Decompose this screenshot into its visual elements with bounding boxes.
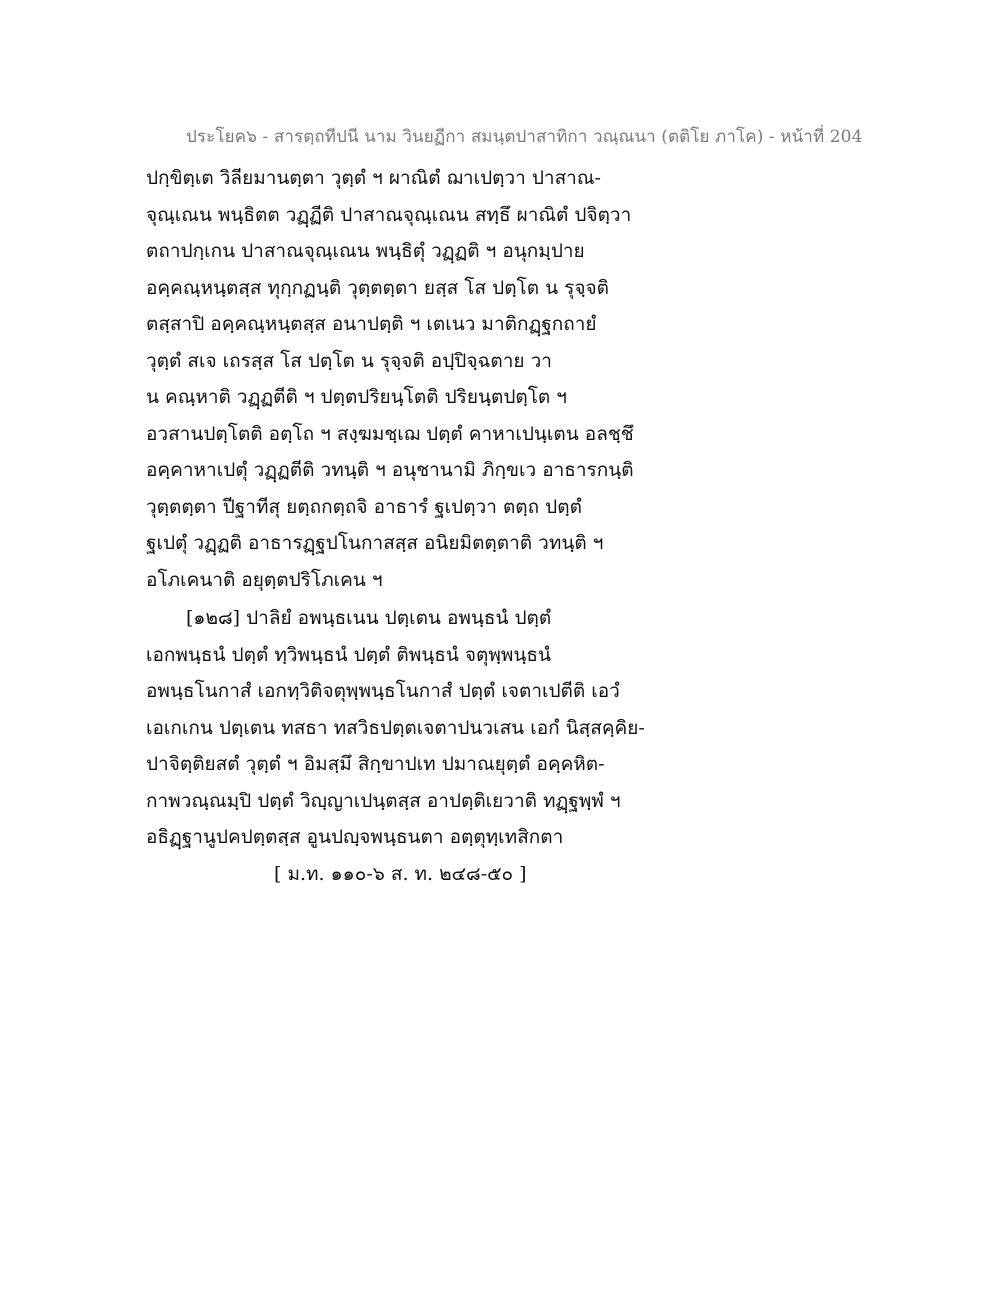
text-line: วุตฺตตฺตา ปีฐาทีสุ ยตฺถกตฺถจิ อาธารํ ฐเปตฺวา ตตฺถ ปตฺตํ [146,495,582,518]
text-line: ตถาปกฺเกน ปาสาณจุณฺเณน พนฺธิตุํ วฏฺฏติ ฯ อนุกมฺปาย [146,240,585,262]
text-line: อคฺคณฺหนฺตสฺส ทุกฺกฏนฺติ วุตฺตตฺตา ยสฺส โส ปตฺโต น รุจฺจติ [146,276,609,299]
text-line: เอเกเกน ปตฺเตน ทสธา ทสวิธปตฺตเจตาปนวเสน เอกํ นิสฺสคฺคิย- [146,716,645,739]
text-line: ปาจิตฺติยสตํ วุตฺตํ ฯ อิมสฺมึ สิกฺขาปเท ปมาณยุตฺตํ อคฺคหิต- [146,753,605,775]
text-line: จุณฺเณน พนฺธิตต วฏฺฏีติ ปาสาณจุณฺเณน สทฺธึ ผาณิตํ ปจิตฺวา [146,203,632,226]
citation-reference: [ ม.ท. ๑๑๐-๖ ส. ท. ๒๔๘-๕๐ ] [274,862,527,885]
text-line: ฐเปตุํ วฏฺฏติ อาธารฏฺฐปโนกาสสฺส อนิยมิตตฺตาติ วทนฺติ ฯ [146,532,604,554]
text-line: วุตฺตํ สเจ เถรสฺส โส ปตฺโต น รุจฺจติ อปฺปิจฺฉตาย วา [146,349,552,372]
text-line: อคฺคาหาเปตุํ วฏฺฏตีติ วทนฺติ ฯ อนุชานามิ ภิกฺขเว อาธารกนฺติ [146,459,634,481]
page-header: ประโยค๖ - สารตฺถทีปนี นาม วินยฏีกา สมนฺตปาสาทิกา วณฺณนา (ตติโย ภาโค) - หน้าที่ 204 [186,127,863,147]
text-line: อธิฏฺฐานูปคปตฺตสฺส อูนปญฺจพนฺธนตา อตฺตุทฺเทสิกตา [146,826,564,848]
text-line: กาพวณฺณมฺปิ ปตฺตํ วิญฺญาเปนฺตสฺส อาปตฺติเยวาติ ทฏฺฐพฺพํ ฯ [146,789,621,812]
text-line: เอกพนฺธนํ ปตฺตํ ทฺวิพนฺธนํ ปตฺตํ ติพนฺธนํ จตุพฺพนฺธนํ [146,643,552,666]
paragraph-start-line: [๑๒๘] ปาลิยํ อพนฺธเนน ปตฺเตน อพนฺธนํ ปตฺตํ [186,607,552,629]
text-line: น คณฺหาติ วฏฺฏตีติ ฯ ปตฺตปริยนฺโตติ ปริยนฺตปตฺโต ฯ [146,386,567,408]
text-line: อโภเคนาติ อยุตฺตปริโภเคน ฯ [146,568,383,591]
text-line: อวสานปตฺโตติ อตฺโถ ฯ สงฺฆมชฺเฌ ปตฺตํ คาหาเปนฺเตน อลชฺชึ [146,422,634,445]
text-line: อพนฺธโนกาสํ เอกทฺวิติจตุพฺพนฺธโนกาสํ ปตฺตํ เจตาเปตีติ เอวํ [146,680,620,702]
text-line: ปกฺขิตฺเต วิลียมานตฺตา วุตฺตํ ฯ ผาณิตํ ฌาเปตฺวา ปาสาณ- [146,167,601,189]
body-text [146,160,686,892]
text-line: ตสฺสาปิ อคฺคณฺหนฺตสฺส อนาปตฺติ ฯ เตเนว มาติกฏฺฐกถายํ [146,313,597,335]
